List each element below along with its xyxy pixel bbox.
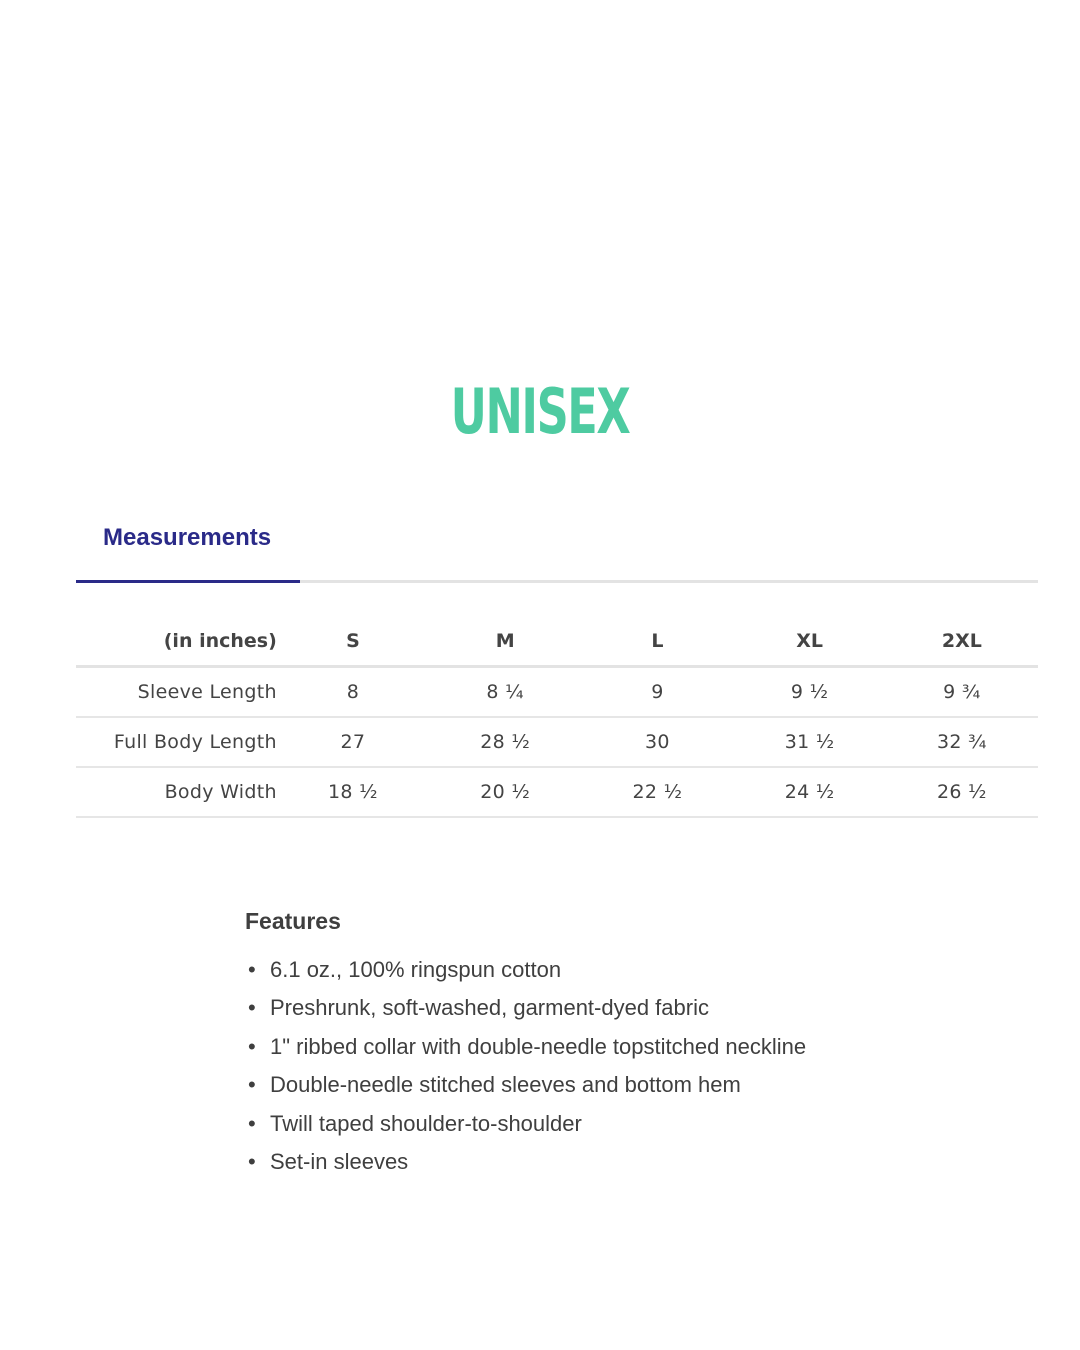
- table-cell: 9 ½: [734, 667, 886, 718]
- feature-text: Double-needle stitched sleeves and bottom hem: [270, 1072, 741, 1098]
- table-cell: 28 ½: [429, 717, 581, 767]
- bullet-icon: •: [248, 957, 256, 982]
- size-header-m: M: [429, 617, 581, 667]
- tab-measurements[interactable]: [76, 520, 300, 580]
- list-item: [245, 989, 945, 1027]
- features-section: [245, 905, 945, 1181]
- row-label: Sleeve Length: [76, 667, 277, 718]
- list-item: [245, 1105, 945, 1143]
- list-item: [245, 1028, 945, 1066]
- size-chart-table: [76, 617, 1038, 818]
- table-cell: 26 ½: [886, 767, 1038, 817]
- page-title: UNISEX: [450, 375, 630, 448]
- feature-text: Twill taped shoulder-to-shoulder: [270, 1110, 582, 1136]
- table-cell: 8: [277, 667, 429, 718]
- list-item: [245, 951, 945, 989]
- size-header-xl: XL: [734, 617, 886, 667]
- size-header-l: L: [581, 617, 733, 667]
- list-item: [245, 1143, 945, 1181]
- features-list: [245, 951, 945, 1181]
- row-label: Full Body Length: [76, 717, 277, 767]
- table-cell: 8 ¼: [429, 667, 581, 718]
- list-item: [245, 1066, 945, 1104]
- table-cell: 31 ½: [734, 717, 886, 767]
- feature-text: 6.1 oz., 100% ringspun cotton: [270, 957, 562, 982]
- table-cell: 18 ½: [277, 767, 429, 817]
- bullet-icon: •: [248, 1072, 256, 1098]
- table-row: [76, 717, 1038, 767]
- unit-label: (in inches): [76, 617, 277, 667]
- feature-text: 1" ribbed collar with double-needle topstitched neckline: [270, 1033, 807, 1059]
- features-heading: Features: [245, 908, 341, 934]
- table-cell: 24 ½: [734, 767, 886, 817]
- table-cell: 30: [581, 717, 733, 767]
- tab-measurements-label: Measurements: [103, 524, 272, 551]
- table-cell: 20 ½: [429, 767, 581, 817]
- feature-text: Set-in sleeves: [270, 1149, 409, 1175]
- tab-active-indicator: [76, 580, 300, 583]
- table-header-row: [76, 617, 1038, 667]
- table-cell: 27: [277, 717, 429, 767]
- table-cell: 9 ¾: [886, 667, 1038, 718]
- bullet-icon: •: [248, 1110, 256, 1136]
- size-header-2xl: 2XL: [886, 617, 1038, 667]
- table-cell: 22 ½: [581, 767, 733, 817]
- table-row: [76, 767, 1038, 817]
- size-header-s: S: [277, 617, 429, 667]
- bullet-icon: •: [248, 1149, 256, 1175]
- tab-bar: [76, 520, 1038, 583]
- table-row: [76, 667, 1038, 718]
- feature-text: Preshrunk, soft-washed, garment-dyed fabric: [270, 995, 709, 1021]
- table-cell: 32 ¾: [886, 717, 1038, 767]
- row-label: Body Width: [76, 767, 277, 817]
- bullet-icon: •: [248, 995, 256, 1021]
- table-cell: 9: [581, 667, 733, 718]
- bullet-icon: •: [248, 1033, 256, 1059]
